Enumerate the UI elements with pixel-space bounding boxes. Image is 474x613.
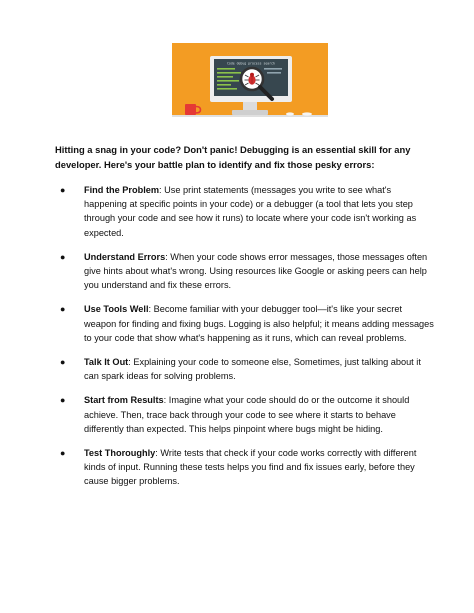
screen-title: Code debug process search <box>227 61 275 66</box>
tip-item-start-from-results <box>55 393 435 436</box>
tip-item-talk-it-out <box>55 355 435 383</box>
code-line <box>217 80 239 82</box>
tip-item-use-tools-well <box>55 302 435 345</box>
debugging-illustration <box>172 43 328 130</box>
code-line <box>217 84 231 86</box>
tip-body: : Write tests that check if your code works correctly with different kinds of input. Running these tests helps you find and fix issues early, before they cause bigger problems. <box>84 448 417 487</box>
tip-title: Find the Problem <box>84 185 160 195</box>
debugging-illustration-svg <box>172 43 328 130</box>
code-line <box>264 68 282 70</box>
mug-icon <box>185 104 201 115</box>
tip-title: Use Tools Well <box>84 304 149 315</box>
tip-title: Talk It Out <box>84 357 129 368</box>
tip-title: Understand Errors <box>84 251 166 262</box>
tip-body: : Imagine what your code should do or the outcome it should achieve. Then, trace back through your code to see where it starts to behave differently than expected. This helps pinpoint where bugs might be hiding. <box>84 395 410 434</box>
desk-item <box>302 112 312 115</box>
bullet-icon: ● <box>60 185 66 195</box>
bullet-icon: ● <box>60 304 66 315</box>
code-line <box>217 76 233 78</box>
tip-title: Test Thoroughly <box>84 448 156 459</box>
desk-mouse <box>286 112 294 115</box>
tip-item-understand-errors <box>55 250 435 293</box>
monitor-stand <box>243 101 257 111</box>
code-line <box>267 72 281 74</box>
tips-list <box>55 183 435 499</box>
code-line <box>217 88 237 90</box>
tip-body: : Use print statements (messages you write to see what's happening at specific points in your code) or a debugger (a tool that lets you step through your code and see how it runs) to locate where your code isn't working as expected. <box>84 185 417 238</box>
monitor-base <box>232 110 268 115</box>
bullet-icon: ● <box>60 251 66 262</box>
bullet-icon: ● <box>60 357 66 368</box>
tip-title: Start from Results <box>84 395 164 406</box>
bullet-icon: ● <box>60 448 66 459</box>
code-line <box>217 72 241 74</box>
intro-paragraph: Hitting a snag in your code? Don't panic! Debugging is an essential skill for any developer. Here's your battle plan to identify and fix those pesky errors: <box>55 144 411 170</box>
tip-body: : Become familiar with your debugger tool—it's like your secret weapon for finding and fixing bugs. Logging is also helpful; it means adding messages to your code that show what's happening as it runs, which can reveal problems. <box>84 304 434 343</box>
code-line <box>217 68 235 70</box>
desk <box>172 115 328 130</box>
tip-body: : Explaining your code to someone else, Sometimes, just talking about it can spark ideas for solving problems. <box>84 357 421 382</box>
tip-item-test-thoroughly <box>55 446 435 489</box>
bullet-icon: ● <box>60 395 66 406</box>
tip-item-find-the-problem <box>55 183 435 240</box>
tip-body: : When your code shows error messages, those messages often give hints about what's wrong. Using resources like Google or asking peers can help you understand and fix these errors. <box>84 251 428 291</box>
